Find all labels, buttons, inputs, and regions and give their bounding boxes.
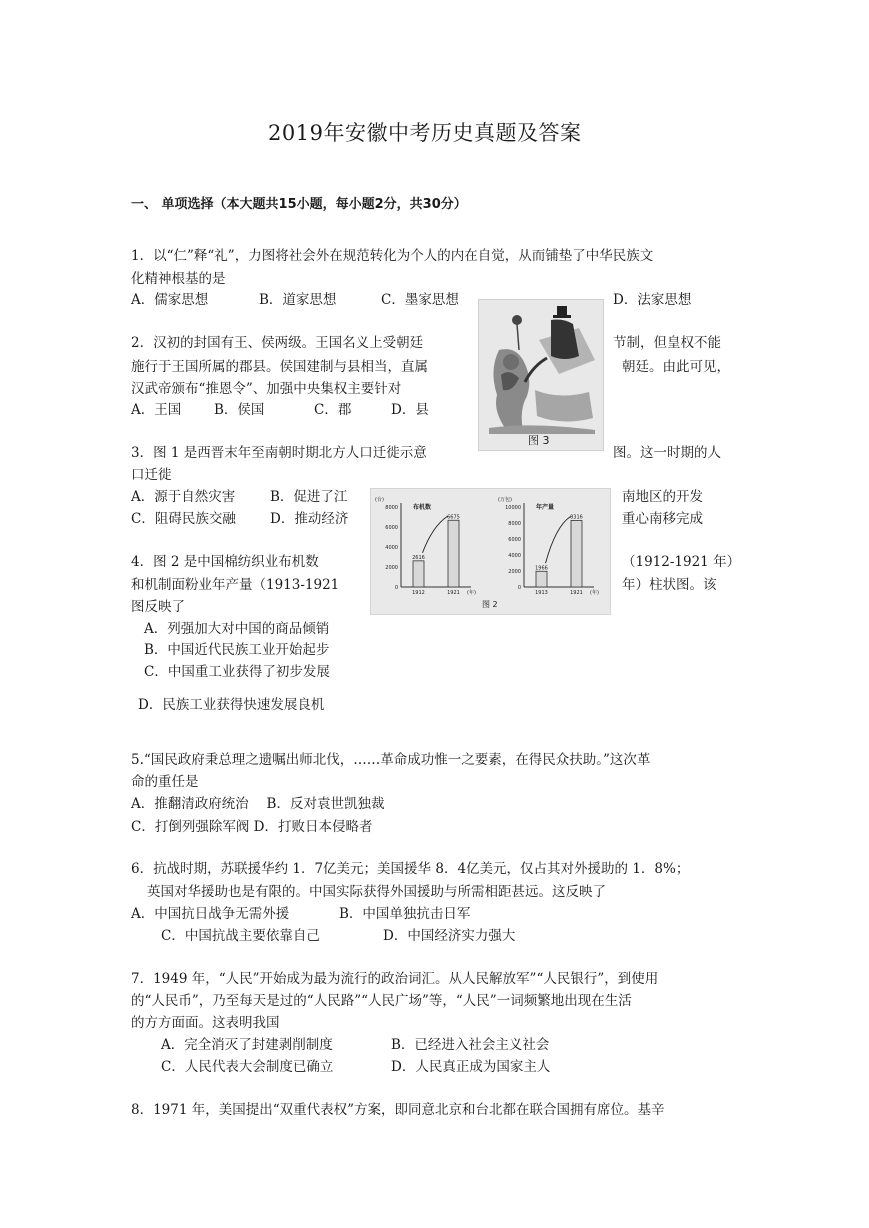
figure-3-caption: 图 3 [528,434,550,447]
chart-2-x-tick-label: 1913 [535,590,548,596]
q7-option-b: B．已经进入社会主义社会 [391,1037,550,1053]
chart-2-y-tick-label: 4000 [508,553,521,559]
q7-line3: 的方方面面。这表明我国 [131,1015,280,1031]
chart-2-y-tick-label: 6000 [508,537,521,543]
chart-1-y-tick-label: 8000 [385,505,398,511]
q7-option-d: D．人民真正成为国家主人 [391,1059,551,1075]
document-title: 2019年安徽中考历史真题及答案 [268,121,582,145]
q3-option-b: B．促进了江 [270,489,348,505]
q2-line1b: 节制，但皇权不能 [613,335,721,351]
q2-line3: 汉武帝颁布“推恩令”、加强中央集权主要针对 [131,381,402,397]
q6-line1: 6．抗战时期，苏联援华约 1．7亿美元；美国援华 8．4亿美元，仅占其对外援助的 1．8%； [131,861,690,877]
chart-2-data-label: 1966 [535,565,548,572]
chart-1-bar [413,561,424,587]
q1-option-b: B．道家思想 [259,292,337,308]
q5-options-cd: C．打倒列强除军阀 D．打败日本侵略者 [131,819,373,835]
q3-line2: 口迁徙 [131,467,172,483]
q3-option-d: D．推动经济 [270,511,349,527]
figure-3-cartoon [478,299,604,451]
q7-line2: 的“人民币”，乃至每天是过的“人民路”“人民广场”等，“人民”一词频繁地出现在生活 [131,993,632,1009]
chart-1-y-tick-label: 0 [394,585,398,591]
q2-option-c: C．郡 [314,402,352,418]
q6-option-d: D．中国经济实力强大 [383,928,516,944]
chart-1-title: 布机数 [413,504,432,511]
chart-2-data-label: 8316 [570,514,583,521]
q4-line1a: 4．图 2 是中国棉纺织业布机数 [131,554,319,570]
section-heading: 一、 单项选择（本大题共15小题，每小题2分，共30分） [131,197,467,212]
figure-2-charts [370,488,611,615]
chart-2-y-tick-label: 2000 [508,569,521,575]
chart-2-y-tick-label: 0 [517,585,521,591]
chart-1-x-tick-label: 1912 [412,590,425,596]
chart-1-trend-arrow [423,516,448,553]
q4-option-b: B．中国近代民族工业开始起步 [144,642,330,658]
q4-option-d: D．民族工业获得快速发展良机 [138,697,325,713]
cartoon-illustration [479,300,603,450]
q6-line2: 英国对华援助也是有限的。中国实际获得外国援助与所需相距甚远。这反映了 [147,884,606,900]
q2-option-d: D．县 [391,402,429,418]
chart-1-data-label: 6675 [447,514,460,521]
q3-option-b-cont: 南地区的开发 [622,489,703,505]
q4-option-c: C．中国重工业获得了初步发展 [144,664,330,680]
q1-option-d: D．法家思想 [613,292,692,308]
chart-2-trend-arrow [546,516,571,563]
q3-option-d-cont: 重心南移完成 [622,511,703,527]
chart-2-x-unit-label: (年) [590,590,599,596]
chart-1-data-label: 2616 [412,554,425,561]
q4-line2a: 和机制面粉业年产量（1913-1921 [131,577,340,593]
chart-2-bar [536,571,547,587]
q5-options-ab: A．推翻清政府统治 B．反对袁世凯独裁 [131,796,385,812]
q7-option-c: C．人民代表大会制度已确立 [161,1059,334,1075]
q4-option-a: A．列强加大对中国的商品倾销 [144,621,330,637]
q3-line1a: 3．图 1 是西晋末年至南朝时期北方人口迁徙示意 [131,445,427,461]
q5-line1: 5.“国民政府秉总理之遗嘱出师北伐，……革命成功惟一之要素，在得民众扶助。”这次革 [131,752,651,768]
chart-1-x-tick-label: 1921 [447,590,460,596]
chart-2-bar [571,520,582,587]
chart-1-y-tick-label: 6000 [385,525,398,531]
q2-line1a: 2．汉初的封国有王、侯两级。王国名义上受朝廷 [131,335,424,351]
chart-2-y-tick-label: 10000 [505,505,521,511]
figure-2-caption: 图 2 [482,600,498,609]
q4-line2b: 年）柱状图。该 [622,577,717,593]
q3-option-a: A．源于自然灾害 [131,489,236,505]
chart-1-x-unit-label: (年) [467,590,476,596]
q6-option-a: A．中国抗日战争无需外援 [131,906,290,922]
q4-line3: 图反映了 [131,599,185,615]
bar-charts [371,489,610,614]
q2-option-b: B．侯国 [214,402,265,418]
q2-line2b: 朝廷。由此可见， [622,359,730,375]
q8-line1: 8．1971 年，美国提出“双重代表权”方案，即同意北京和台北都在联合国拥有席位。基辛 [131,1102,665,1118]
q4-line1b: （1912-1921 年） [622,554,741,570]
q3-line1b: 图。这一时期的人 [613,445,721,461]
q6-option-b: B．中国单独抗击日军 [339,906,471,922]
q6-option-c: C．中国抗战主要依靠自己 [161,928,320,944]
chart-1-y-tick-label: 4000 [385,545,398,551]
chart-1-y-tick-label: 2000 [385,565,398,571]
chart-2-title: 年产量 [536,504,555,511]
q1-option-c: C．墨家思想 [381,292,459,308]
q5-line2: 命的重任是 [131,774,199,790]
q1-line1: 1．以“仁”释“礼”，力图将社会外在规范转化为个人的内在自觉，从而铺垫了中华民族文 [131,248,654,264]
chart-1-unit-label: (台) [375,497,384,503]
q2-option-a: A．王国 [131,402,182,418]
q1-line2: 化精神根基的是 [131,271,226,287]
chart-2-y-tick-label: 8000 [508,521,521,527]
chart-2-unit-label: (万包) [498,497,512,503]
chart-1-bar [448,520,459,587]
q2-line2a: 施行于王国所属的郡县。侯国建制与县相当，直属 [131,359,428,375]
q7-line1: 7．1949 年，“人民”开始成为最为流行的政治词汇。从人民解放军”“人民银行”，到使用 [131,971,659,987]
q7-option-a: A．完全消灭了封建剥削制度 [161,1037,333,1053]
q3-option-c: C．阻碍民族交融 [131,511,236,527]
q1-option-a: A．儒家思想 [131,292,209,308]
chart-2-x-tick-label: 1921 [570,590,583,596]
